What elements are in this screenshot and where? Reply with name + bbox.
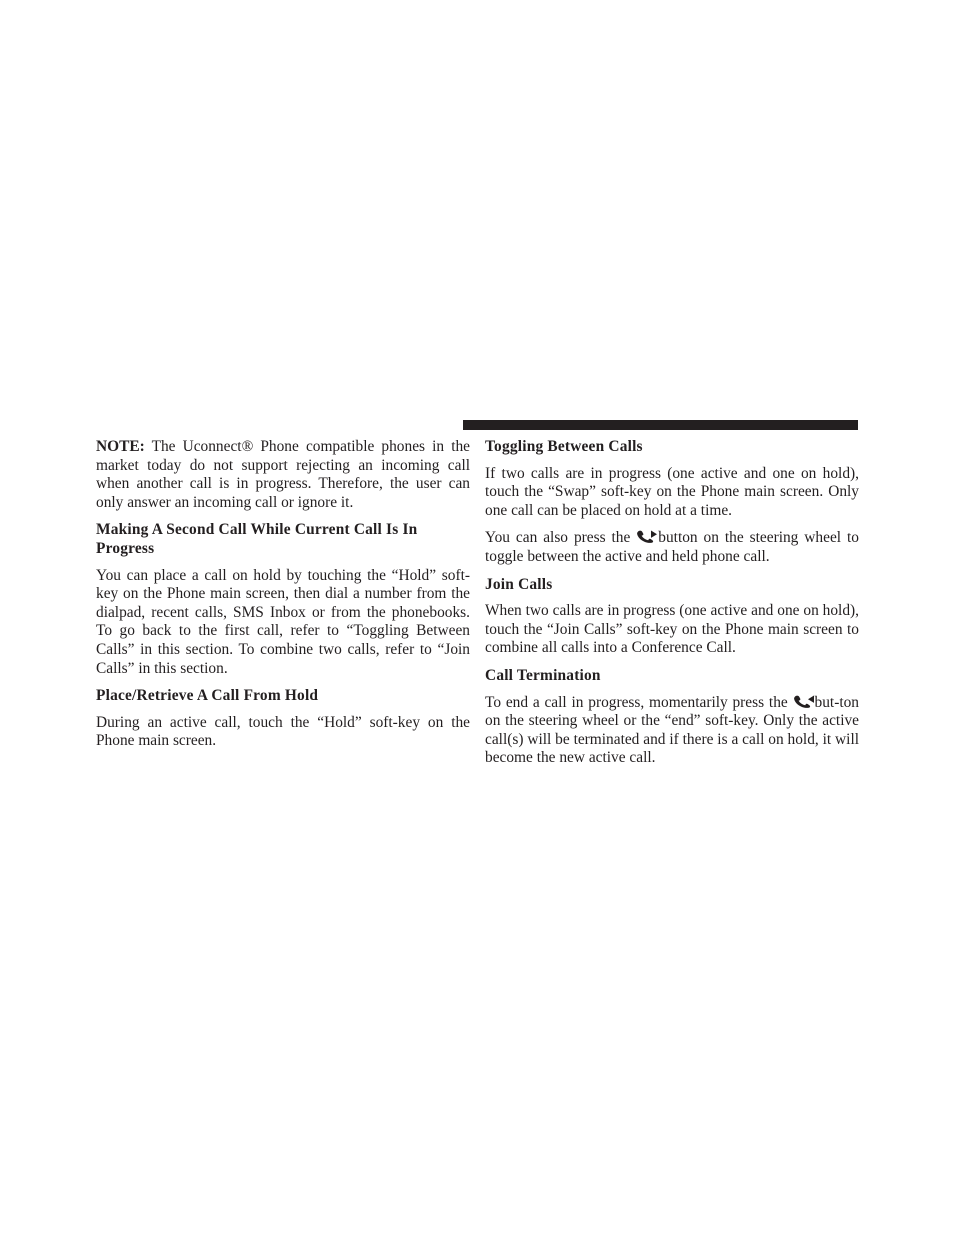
phone-handset-icon	[793, 694, 815, 708]
left-column	[96, 438, 470, 760]
section-rule	[463, 420, 858, 430]
toggling-text-before: You can also press the	[485, 529, 637, 547]
right-column	[485, 438, 859, 777]
body-hold: During an active call, touch the “Hold” soft-key on the Phone main screen.	[96, 713, 470, 750]
heading-join: Join Calls	[485, 575, 553, 593]
termination-text-before: To end a call in progress, momentarily press the	[485, 693, 793, 711]
note-text: The Uconnect® Phone compatible phones in the market today do not support rejecting an incoming call when another call is in progress. Therefore, the user can only answer an incoming call or ignore it.	[96, 438, 470, 511]
body-toggling: If two calls are in progress (one active and one on hold), touch the “Swap” soft-key on the Phone main screen. Only one call can be placed on hold at a time.	[485, 464, 859, 519]
body-termination	[485, 694, 859, 768]
body-toggling-button	[485, 529, 859, 566]
phone-handset-icon	[636, 529, 658, 543]
heading-second-call: Making A Second Call While Current Call Is In Progress	[96, 521, 418, 557]
note-label: NOTE:	[96, 438, 145, 455]
body-join: When two calls are in progress (one active and one on hold), touch the “Join Calls” soft-key on the Phone main screen to combine all calls into a Conference Call.	[485, 602, 859, 657]
body-second-call: You can place a call on hold by touching the “Hold” soft-key on the Phone main screen, then dial a number from the dialpad, recent calls, SMS Inbox or from the phonebooks. To go back to the first call, refer to “Toggling Between Calls” in this section. To combine two calls, refer to “Join Calls” in this section.	[96, 566, 470, 677]
heading-termination: Call Termination	[485, 666, 601, 684]
toggling-text-after: button on the steering wheel to toggle between the active and held phone call.	[485, 529, 859, 565]
termination-text-after: but-ton on the steering wheel or the “end” soft-key. Only the active call(s) will be terminated and if there is a call on hold, it will become the new active call.	[485, 693, 859, 767]
note-paragraph	[96, 438, 470, 512]
heading-toggling: Toggling Between Calls	[485, 438, 643, 455]
heading-hold: Place/Retrieve A Call From Hold	[96, 687, 319, 705]
